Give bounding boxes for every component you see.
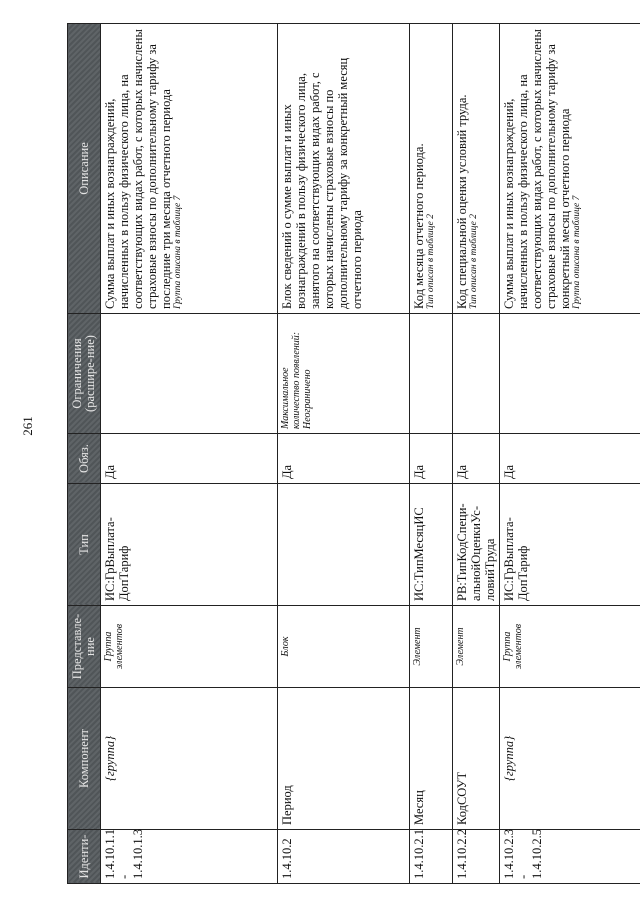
- cell-presentation: Группа элементов: [500, 606, 640, 688]
- table-row: [410, 24, 453, 884]
- description-note: Тип описан в таблице 2: [426, 214, 436, 309]
- table-row: [101, 24, 278, 884]
- cell-restriction: Максимальное количество появлений: Неограничено: [278, 314, 410, 434]
- table-row: [500, 24, 640, 884]
- cell-presentation: Блок: [278, 606, 410, 688]
- cell-id: 1.4.10.2.3 - 1.4.10.2.5: [500, 830, 640, 884]
- cell-type: ИС:ГрВыплата-ДопТариф: [500, 484, 640, 606]
- cell-restriction: [101, 314, 278, 434]
- cell-presentation: Элемент: [410, 606, 453, 688]
- table-row: [453, 24, 500, 884]
- page-number: 261: [20, 416, 35, 436]
- rotated-table-container: [67, 24, 627, 884]
- description-note: Группа описана в таблице 7: [572, 195, 582, 309]
- cell-id: 1.4.10.2.2: [453, 830, 500, 884]
- description-text: Код месяца отчетного периода.: [412, 143, 426, 309]
- cell-type: ИС:ГрВыплата-ДопТариф: [101, 484, 278, 606]
- header-type: Тип: [68, 484, 101, 606]
- spec-table: [67, 23, 640, 884]
- header-description: Описание: [68, 24, 101, 314]
- cell-component: {группа}: [500, 688, 640, 830]
- cell-type: [278, 484, 410, 606]
- cell-component: Период: [278, 688, 410, 830]
- description-text: Код специальной оценки условий труда.: [455, 94, 469, 309]
- cell-description: [278, 24, 410, 314]
- cell-restriction: [453, 314, 500, 434]
- cell-type: РВ:ТипКодСпеци-альнойОценкиУс-ловийТруда: [453, 484, 500, 606]
- cell-component: КодСОУТ: [453, 688, 500, 830]
- cell-component: {группа}: [101, 688, 278, 830]
- cell-required: Да: [278, 434, 410, 484]
- header-required: Обяз.: [68, 434, 101, 484]
- cell-required: Да: [410, 434, 453, 484]
- cell-id: 1.4.10.2.1: [410, 830, 453, 884]
- header-id: Иденти-: [68, 830, 101, 884]
- cell-description: [453, 24, 500, 314]
- cell-presentation: Группа элементов: [101, 606, 278, 688]
- cell-description: [500, 24, 640, 314]
- cell-id: 1.4.10.1.1 - 1.4.10.1.3: [101, 830, 278, 884]
- cell-type: ИС:ТипМесяцИС: [410, 484, 453, 606]
- description-note: Группа описана в таблице 7: [173, 195, 183, 309]
- cell-required: Да: [453, 434, 500, 484]
- cell-component: Месяц: [410, 688, 453, 830]
- table-row: [278, 24, 410, 884]
- cell-required: Да: [500, 434, 640, 484]
- cell-restriction: [500, 314, 640, 434]
- cell-presentation: Элемент: [453, 606, 500, 688]
- cell-restriction: [410, 314, 453, 434]
- header-component: Компонент: [68, 688, 101, 830]
- cell-required: Да: [101, 434, 278, 484]
- header-presentation: Представле-ние: [68, 606, 101, 688]
- cell-id: 1.4.10.2: [278, 830, 410, 884]
- header-restrictions: Ограничения (расшире-ние): [68, 314, 101, 434]
- cell-description: [410, 24, 453, 314]
- table-header-row: [68, 24, 101, 884]
- description-text: Блок сведений о сумме выплат и иных вознаграждений в пользу физического лица, занятого на соответствующих видах работ, с которых начислены страховые взносы по дополнительному тарифу за конкретный месяц отчетного периода: [280, 57, 364, 309]
- description-text: Сумма выплат и иных вознаграждений, начисленных в пользу физического лица, на соответствующих видах работ, с которых начислены страховые взносы по дополнительному тарифу за последние три месяца отчетного периода: [103, 29, 173, 309]
- description-text: Сумма выплат и иных вознаграждений, начисленных в пользу физического лица, на соответствующих видах работ, с которых начислены страховые взносы по дополнительному тарифу за конкретный месяц отчетного периода: [502, 29, 572, 309]
- description-note: Тип описан в таблице 2: [469, 214, 479, 309]
- cell-description: [101, 24, 278, 314]
